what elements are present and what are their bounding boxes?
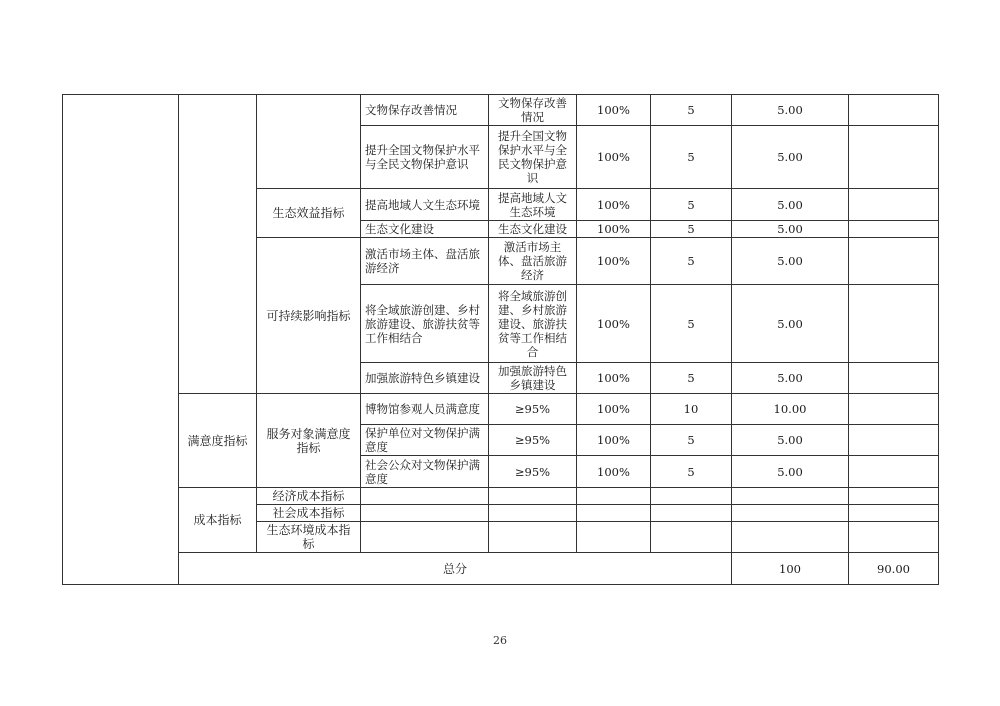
weight-cell: 10 [651, 394, 732, 425]
target-cell: ≥95% [489, 394, 577, 425]
level3-eco-cost-cell: 生态环境成本指标 [257, 522, 361, 553]
level2-cell [179, 95, 257, 394]
target-cell: 文物保存改善情况 [489, 95, 577, 126]
note-cell [849, 363, 939, 394]
total-weight: 100 [732, 553, 849, 585]
note-cell [849, 488, 939, 505]
level3-sustainability-cell: 可持续影响指标 [257, 238, 361, 394]
total-row [63, 553, 939, 585]
page-number: 26 [493, 634, 507, 647]
completion-cell [577, 505, 651, 522]
weight-cell: 5 [651, 425, 732, 456]
weight-cell: 5 [651, 189, 732, 221]
completion-cell: 100% [577, 456, 651, 488]
completion-cell [577, 522, 651, 553]
note-cell [849, 456, 939, 488]
score-cell: 5.00 [732, 238, 849, 285]
indicator-cell: 文物保存改善情况 [361, 95, 489, 126]
target-cell: ≥95% [489, 456, 577, 488]
target-cell [489, 522, 577, 553]
weight-cell [651, 488, 732, 505]
level3-cell [257, 95, 361, 189]
total-score: 90.00 [849, 553, 939, 585]
weight-cell: 5 [651, 238, 732, 285]
weight-cell: 5 [651, 285, 732, 363]
score-cell: 5.00 [732, 95, 849, 126]
target-cell: ≥95% [489, 425, 577, 456]
target-cell: 激活市场主体、盘活旅游经济 [489, 238, 577, 285]
indicator-cell: 将全域旅游创建、乡村旅游建设、旅游扶贫等工作相结合 [361, 285, 489, 363]
weight-cell: 5 [651, 221, 732, 238]
level1-cell [63, 95, 179, 585]
completion-cell: 100% [577, 363, 651, 394]
indicator-cell [361, 522, 489, 553]
indicator-cell: 激活市场主体、盘活旅游经济 [361, 238, 489, 285]
target-cell: 将全域旅游创建、乡村旅游建设、旅游扶贫等工作相结合 [489, 285, 577, 363]
total-label: 总分 [179, 553, 732, 585]
target-cell: 生态文化建设 [489, 221, 577, 238]
indicator-cell: 生态文化建设 [361, 221, 489, 238]
indicator-cell: 加强旅游特色乡镇建设 [361, 363, 489, 394]
target-cell [489, 505, 577, 522]
score-cell: 5.00 [732, 285, 849, 363]
score-cell: 5.00 [732, 221, 849, 238]
target-cell: 加强旅游特色乡镇建设 [489, 363, 577, 394]
score-cell: 5.00 [732, 126, 849, 189]
completion-cell: 100% [577, 285, 651, 363]
score-cell: 5.00 [732, 189, 849, 221]
note-cell [849, 505, 939, 522]
level3-economic-cost-cell: 经济成本指标 [257, 488, 361, 505]
table-row [63, 394, 939, 425]
indicator-cell: 社会公众对文物保护满意度 [361, 456, 489, 488]
target-cell: 提高地域人文生态环境 [489, 189, 577, 221]
completion-cell: 100% [577, 394, 651, 425]
note-cell [849, 394, 939, 425]
weight-cell: 5 [651, 363, 732, 394]
completion-cell: 100% [577, 189, 651, 221]
indicator-cell: 保护单位对文物保护满意度 [361, 425, 489, 456]
completion-cell: 100% [577, 238, 651, 285]
score-cell [732, 505, 849, 522]
table-row [63, 488, 939, 505]
weight-cell: 5 [651, 456, 732, 488]
completion-cell [577, 488, 651, 505]
weight-cell [651, 505, 732, 522]
completion-cell: 100% [577, 425, 651, 456]
score-cell: 10.00 [732, 394, 849, 425]
note-cell [849, 221, 939, 238]
weight-cell: 5 [651, 126, 732, 189]
target-cell [489, 488, 577, 505]
completion-cell: 100% [577, 126, 651, 189]
level3-social-cost-cell: 社会成本指标 [257, 505, 361, 522]
note-cell [849, 189, 939, 221]
weight-cell [651, 522, 732, 553]
score-cell: 5.00 [732, 456, 849, 488]
level3-ecology-cell: 生态效益指标 [257, 189, 361, 238]
weight-cell: 5 [651, 95, 732, 126]
level3-service-satisfaction-cell: 服务对象满意度指标 [257, 394, 361, 488]
note-cell [849, 425, 939, 456]
note-cell [849, 285, 939, 363]
indicator-cell: 提升全国文物保护水平与全民文物保护意识 [361, 126, 489, 189]
completion-cell: 100% [577, 221, 651, 238]
note-cell [849, 522, 939, 553]
note-cell [849, 126, 939, 189]
target-cell: 提升全国文物保护水平与全民文物保护意识 [489, 126, 577, 189]
indicator-cell [361, 505, 489, 522]
completion-cell: 100% [577, 95, 651, 126]
score-cell [732, 522, 849, 553]
score-cell [732, 488, 849, 505]
table-row [63, 95, 939, 126]
note-cell [849, 95, 939, 126]
indicator-cell [361, 488, 489, 505]
indicator-cell: 博物馆参观人员满意度 [361, 394, 489, 425]
level2-satisfaction-cell: 满意度指标 [179, 394, 257, 488]
level2-cost-cell: 成本指标 [179, 488, 257, 553]
indicator-cell: 提高地域人文生态环境 [361, 189, 489, 221]
score-cell: 5.00 [732, 363, 849, 394]
note-cell [849, 238, 939, 285]
score-cell: 5.00 [732, 425, 849, 456]
performance-evaluation-table [62, 94, 939, 585]
